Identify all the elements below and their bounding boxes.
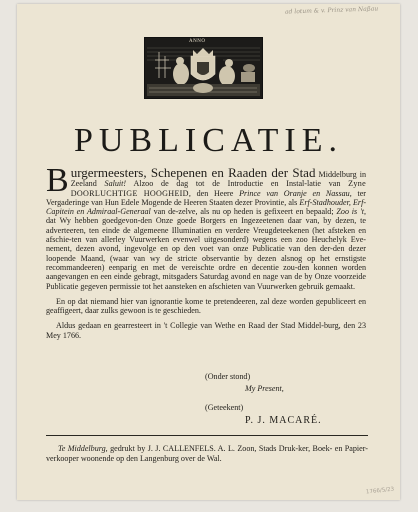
p1-part-f: , dat Wy hebben goedgevon-den Onze goede Borgers en Ingezeetenen daar van, by dezen, te adverteeren, ten einde de algemeene Illuminatien en verdere Vreugdeteekenen (het afsteken en afschie-ten van allerley Vuurwerken evenwel uitgesonderd) wegens een zoo Heuchelyk Eve-nement, dezen avond, ingevolge en op den voet van onze Publicatie van den der-den dezer loopende Maand, (waar van wy de stricte observantie by dezen alsnog op het ernstigste recommandeeren) eenparig en met de vereischte ordre en decentie zou-den konnen worden aangevangen en een einde gebragt, mitsgaders Saturdag avond en nage van de by Onze voorzeide Publicatie gegeven permissie tot het aansteken en afschieten van Vuurwerken gebruik gemaakt. — [46, 207, 366, 291]
p1-prince: Prince van Oranje en Nassau — [239, 188, 350, 198]
paragraph-1 — [46, 162, 367, 291]
lead-text: urgermeesters, Schepenen en Raaden der Stad — [70, 165, 316, 180]
signer-name: P. J. MACARÉ. — [245, 415, 322, 426]
p1-titles: Erf-Stadhouder, Erf-Capitein en Admiraal-Generaal — [46, 197, 367, 217]
page-title: PUBLICATIE. — [73, 122, 344, 159]
p1-part-d: , ter Vergaderinge van Hun Edele Mogende de Heeren Staaten dezer Provintie, als — [46, 188, 366, 207]
paragraph-2: En op dat niemand hier van ignorantie kome te pretendeeren, zal deze worden gepubliceert en geaffigeert, daar zulks gewoon is te geschieden. — [46, 296, 366, 316]
p1-part-a: Middelburg in Zeeland — [70, 170, 366, 189]
coat-of-arms-illustration — [145, 38, 262, 98]
publication-sheet — [17, 4, 400, 500]
geteekent: (Geteekent) — [205, 403, 244, 412]
p1-salut: Saluit! — [104, 179, 127, 189]
onder-stond: (Onder stond) — [205, 372, 251, 381]
coat-of-arms-vignette — [144, 37, 263, 99]
proclamation-body — [46, 162, 367, 340]
printer-imprint — [46, 444, 368, 463]
p1-part-e: van de-zelve, als nu op heden is gefixeert en bepaald; — [153, 207, 334, 217]
corner-pencil-note: 1766/5/23 — [365, 486, 395, 496]
imprint-text: , gedrukt by J. J. CALLENFELS. A. L. Zoon, Stads Druk-ker, Boek- en Papier-verkooper woonende op den Langenburg over de Wal. — [46, 444, 368, 463]
my-present: My Present, — [245, 384, 284, 393]
handwritten-note: ad lotum & v. Prinz van Naßau — [284, 5, 379, 16]
imprint-place: Te Middelburg — [58, 444, 106, 453]
anno-label: ANNO — [189, 39, 206, 44]
divider-rule — [46, 435, 368, 436]
p1-zoo: Zoo is 't — [336, 207, 364, 217]
p1-part-b: Alzoo de dag tot de Introductie en Instal-latie van — [133, 179, 341, 189]
paragraph-3: Aldus gedaan en gearresteert in 't Collegie van Wethe en Raad der Stad Middel-burg, den 23 Mey 1766. — [46, 321, 366, 340]
drop-cap: B — [46, 162, 69, 199]
p1-part-c: , den Heere — [188, 188, 234, 198]
p1-zyne: Zyne DOORLUCHTIGE HOOGHEID — [70, 179, 367, 198]
